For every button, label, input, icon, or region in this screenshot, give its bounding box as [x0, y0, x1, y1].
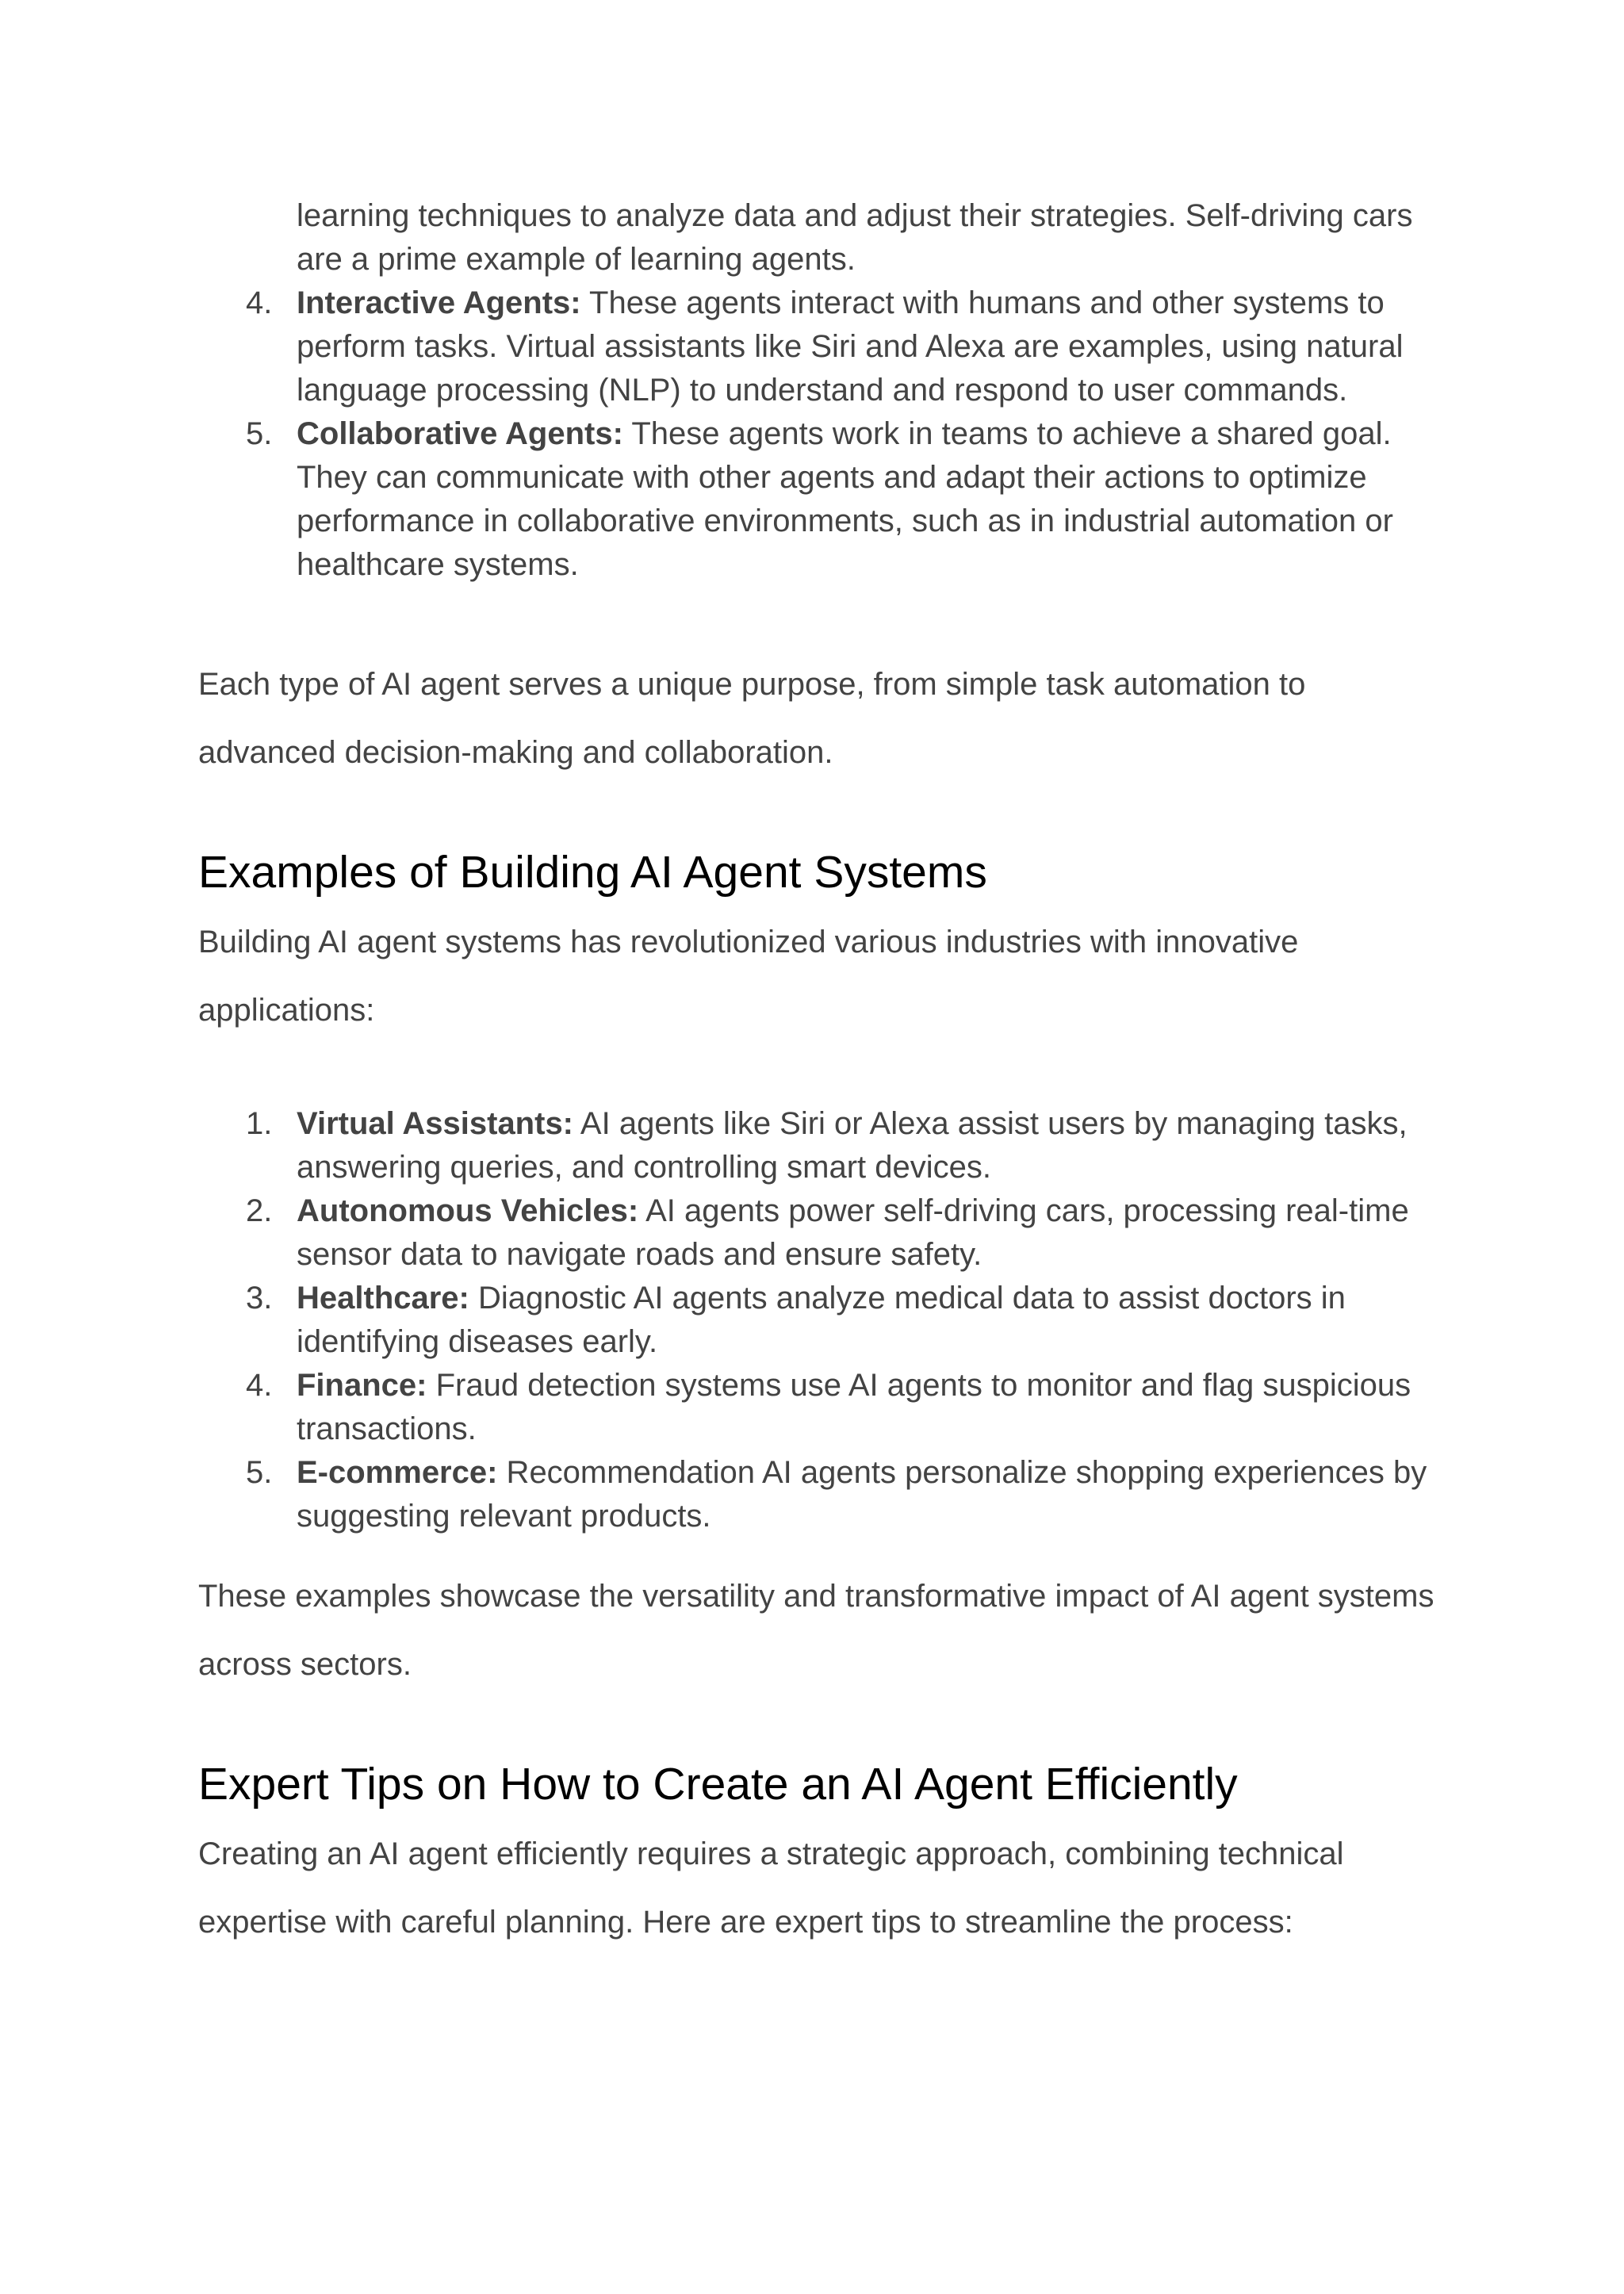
list-item-text: AI agents power self-driving cars, processing real-time sensor data to navigate roads and ensure safety.	[297, 1193, 1409, 1272]
list-item	[198, 1102, 1443, 1189]
list-item	[198, 1364, 1443, 1451]
list-continuation	[198, 194, 1443, 281]
section-heading-tips: Expert Tips on How to Create an AI Agent Efficiently	[198, 1759, 1238, 1810]
examples-summary: These examples showcase the versatility and transformative impact of AI agent systems across sectors.	[198, 1579, 1434, 1682]
list-item-continuation-text: learning techniques to analyze data and adjust their strategies. Self-driving cars are a prime example of learning agents.	[297, 198, 1413, 277]
list-item-text: These agents interact with humans and other systems to perform tasks. Virtual assistants like Siri and Alexa are examples, using natural language processing (NLP) to understand and respond to user commands.	[297, 285, 1404, 408]
list-item-text: Recommendation AI agents personalize shopping experiences by suggesting relevant products.	[297, 1455, 1427, 1534]
list-number: 1.	[246, 1106, 273, 1141]
examples-list	[198, 1102, 1443, 1538]
list-item	[198, 1277, 1443, 1364]
examples-intro: Building AI agent systems has revolutionized various industries with innovative applications:	[198, 925, 1299, 1028]
list-item-term: Collaborative Agents:	[297, 416, 623, 451]
list-item	[198, 1189, 1443, 1277]
list-item-term: Healthcare:	[297, 1281, 469, 1316]
agent-types-list	[198, 281, 1443, 587]
agent-types-summary: Each type of AI agent serves a unique purpose, from simple task automation to advanced decision-making and collaboration.	[198, 667, 1306, 770]
list-number: 5.	[246, 416, 273, 451]
list-item	[198, 281, 1443, 412]
list-item-term: Autonomous Vehicles:	[297, 1193, 639, 1228]
list-item	[198, 1451, 1443, 1538]
tips-intro: Creating an AI agent efficiently requires a strategic approach, combining technical expertise with careful planning. Here are expert tips to streamline the process:	[198, 1836, 1344, 1940]
list-item-text: These agents work in teams to achieve a shared goal. They can communicate with other agents and adapt their actions to optimize performance in collaborative environments, such as in industrial automation or healthcare systems.	[297, 416, 1393, 582]
list-item-term: E-commerce:	[297, 1455, 498, 1490]
list-number: 5.	[246, 1455, 273, 1490]
list-item-text: Diagnostic AI agents analyze medical data to assist doctors in identifying diseases early.	[297, 1281, 1346, 1359]
section-heading-examples: Examples of Building AI Agent Systems	[198, 847, 987, 898]
list-item-term: Virtual Assistants:	[297, 1106, 574, 1141]
list-item-term: Interactive Agents:	[297, 285, 581, 320]
list-item	[198, 412, 1443, 587]
list-number: 2.	[246, 1193, 273, 1228]
list-number: 4.	[246, 285, 273, 320]
list-number: 3.	[246, 1281, 273, 1316]
list-number: 4.	[246, 1368, 273, 1403]
list-item-term: Finance:	[297, 1368, 427, 1403]
list-item-text: Fraud detection systems use AI agents to monitor and flag suspicious transactions.	[297, 1368, 1411, 1446]
list-item-text: AI agents like Siri or Alexa assist users by managing tasks, answering queries, and controlling smart devices.	[297, 1106, 1408, 1185]
